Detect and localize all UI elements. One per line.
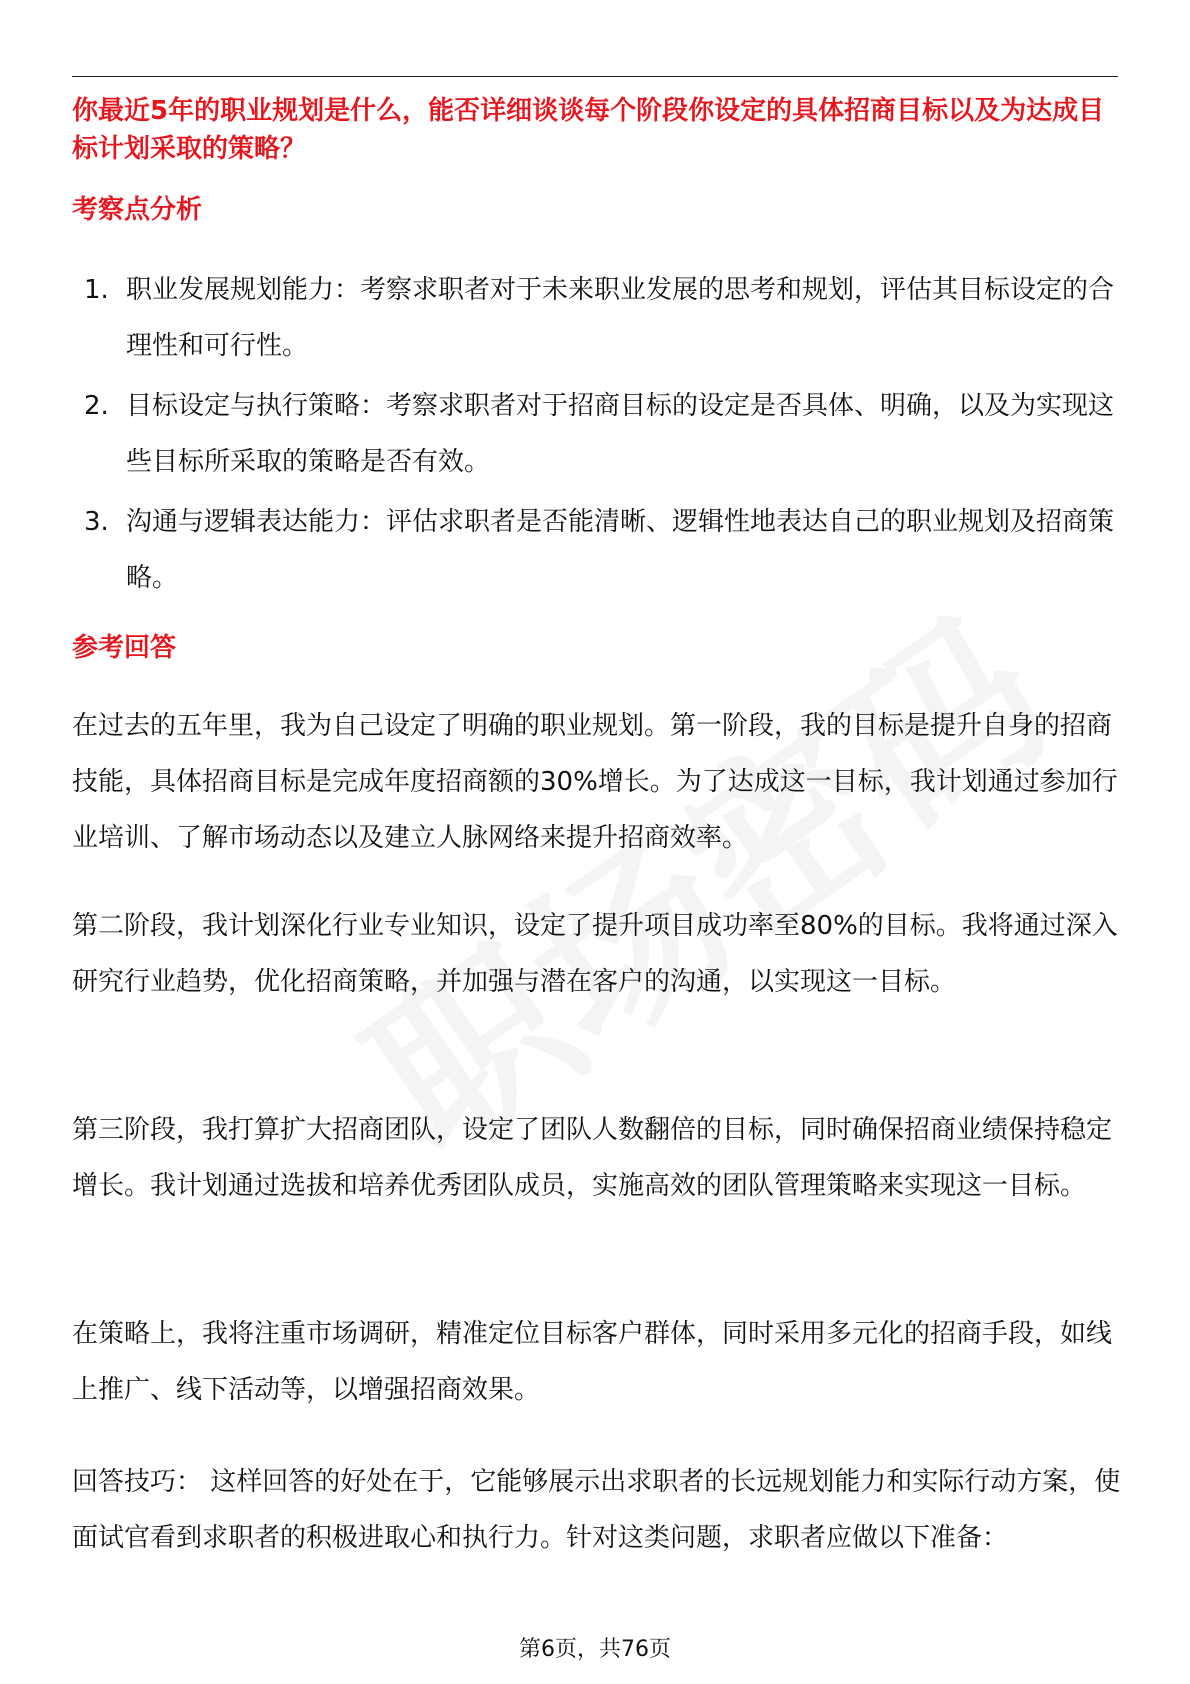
analysis-heading: 考察点分析 bbox=[72, 195, 203, 225]
analysis-point bbox=[84, 378, 1124, 490]
analysis-point bbox=[84, 262, 1124, 374]
answer-paragraph: 在过去的五年里，我为自己设定了明确的职业规划。第一阶段，我的目标是提升自身的招商技能，具体招商目标是完成年度招商额的30%增长。为了达成这一目标，我计划通过参加行业培训、了解市场动态以及建立人脉网络来提升招商效率。 bbox=[72, 711, 1118, 853]
page-number-footer: 第6页，共76页 bbox=[519, 1637, 671, 1662]
answer-heading: 参考回答 bbox=[72, 633, 177, 663]
point-number: 1. bbox=[84, 275, 109, 305]
answer-paragraph: 在策略上，我将注重市场调研，精准定位目标客户群体，同时采用多元化的招商手段，如线上推广、线下活动等，以增强招商效果。 bbox=[72, 1319, 1113, 1405]
point-number: 2. bbox=[84, 391, 109, 421]
point-text: 沟通与逻辑表达能力：评估求职者是否能清晰、逻辑性地表达自己的职业规划及招商策略。 bbox=[126, 507, 1115, 593]
answer-paragraph: 第二阶段，我计划深化行业专业知识，设定了提升项目成功率至80%的目标。我将通过深入研究行业趋势，优化招商策略，并加强与潜在客户的沟通，以实现这一目标。 bbox=[72, 911, 1118, 997]
point-text: 职业发展规划能力：考察求职者对于未来职业发展的思考和规划，评估其目标设定的合理性和可行性。 bbox=[126, 275, 1115, 361]
point-number: 3. bbox=[84, 507, 109, 537]
analysis-point bbox=[84, 494, 1124, 606]
top-divider bbox=[72, 76, 1118, 77]
answer-paragraph: 第三阶段，我打算扩大招商团队，设定了团队人数翻倍的目标，同时确保招商业绩保持稳定增长。我计划通过选拔和培养优秀团队成员，实施高效的团队管理策略来实现这一目标。 bbox=[72, 1115, 1113, 1201]
question-title: 你最近5年的职业规划是什么，能否详细谈谈每个阶段你设定的具体招商目标以及为达成目标计划采取的策略？ bbox=[72, 96, 1105, 164]
analysis-points-list bbox=[84, 262, 1124, 610]
point-text: 目标设定与执行策略：考察求职者对于招商目标的设定是否具体、明确，以及为实现这些目标所采取的策略是否有效。 bbox=[126, 391, 1115, 477]
answer-tips-paragraph: 回答技巧： 这样回答的好处在于，它能够展示出求职者的长远规划能力和实际行动方案，使面试官看到求职者的积极进取心和执行力。针对这类问题，求职者应做以下准备： bbox=[72, 1467, 1121, 1553]
